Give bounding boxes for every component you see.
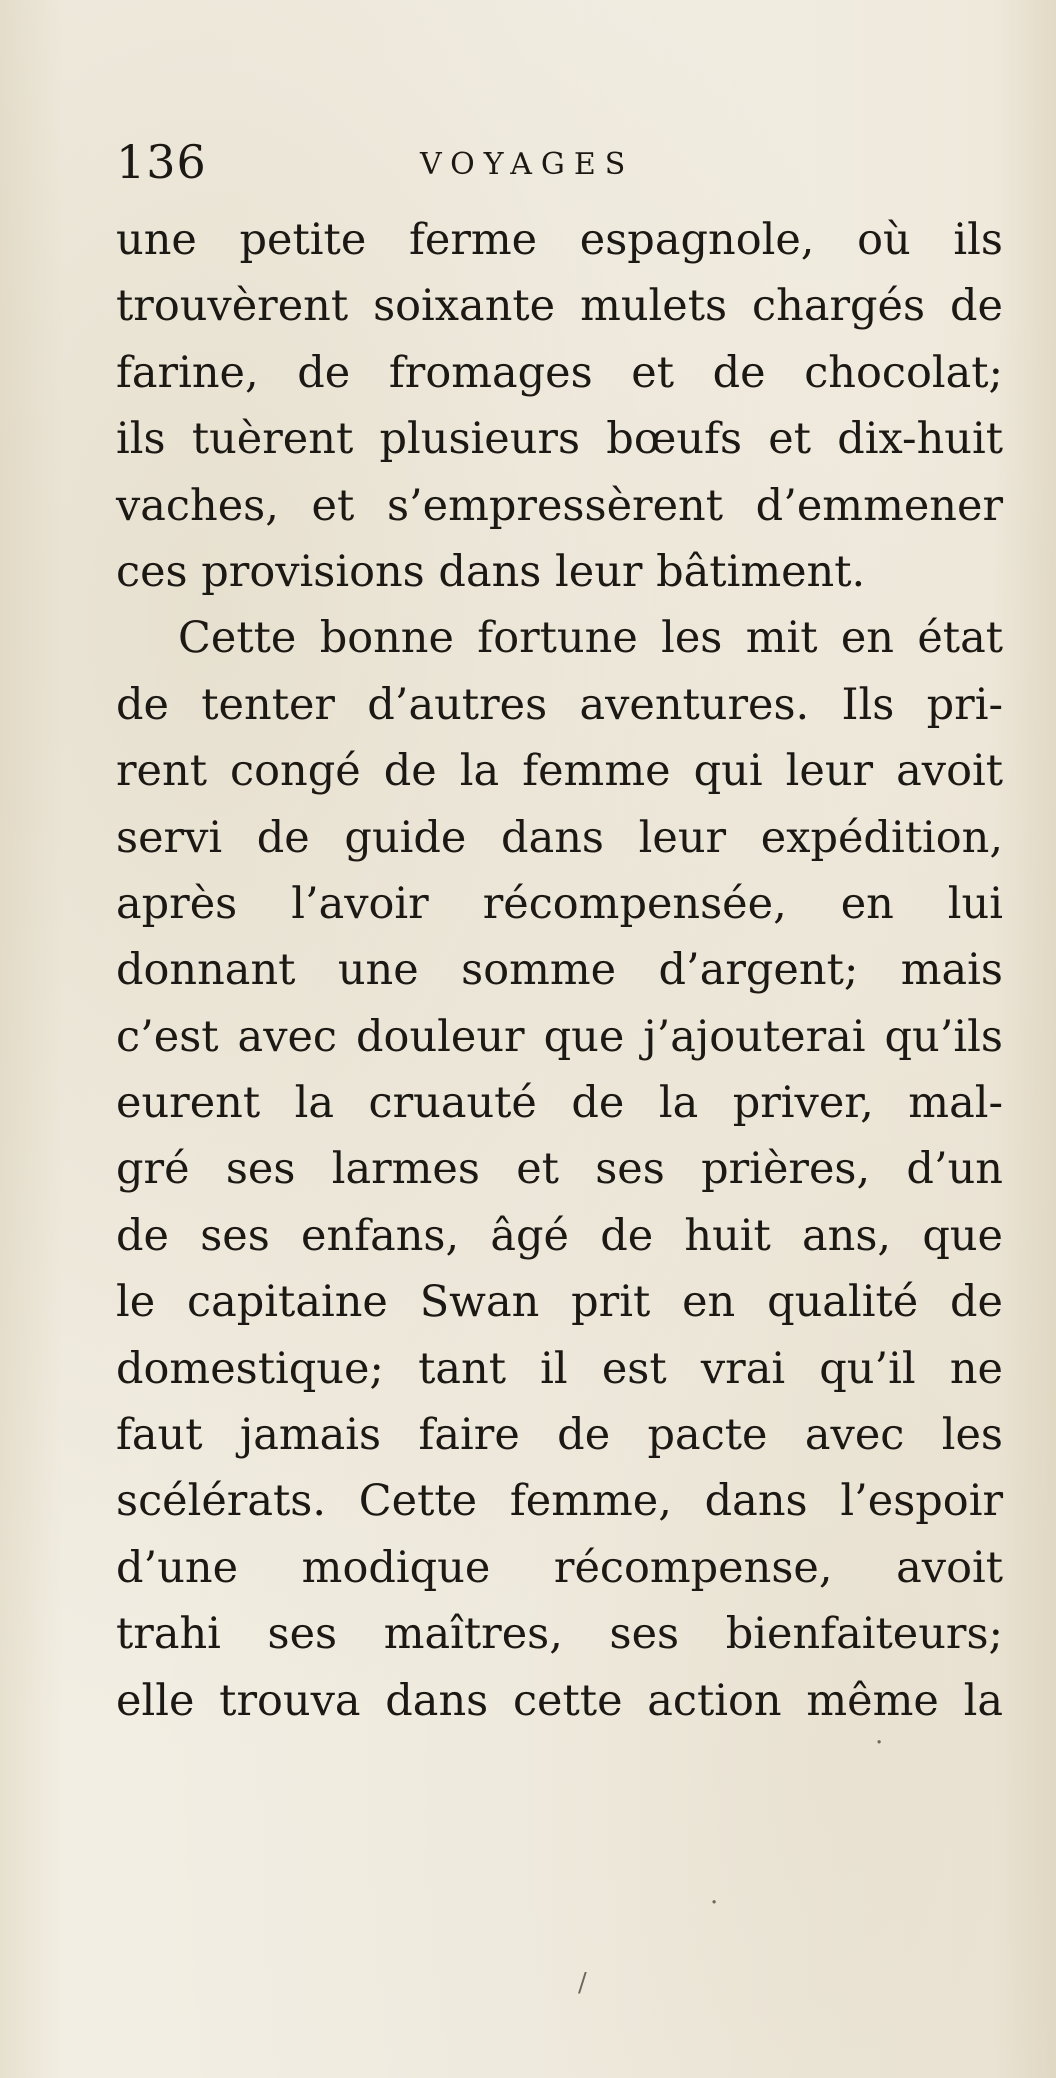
- text-line: c’est avec douleur que j’ajouterai qu’ils: [116, 1011, 1003, 1062]
- text-line: scélérats. Cette femme, dans l’espoir: [116, 1476, 1003, 1527]
- text-line: ces provisions dans leur bâtiment.: [116, 546, 866, 597]
- text-line: servi de guide dans leur expédition,: [116, 812, 1003, 863]
- text-line: de tenter d’autres aventures. Ils pri-: [116, 679, 1003, 730]
- text-line: de ses enfans, âgé de huit ans, que: [116, 1210, 1003, 1261]
- text-line: faut jamais faire de pacte avec les: [116, 1410, 1003, 1461]
- text-line: domestique; tant il est vrai qu’il ne: [116, 1343, 1003, 1394]
- text-line: farine, de fromages et de chocolat;: [116, 347, 1003, 398]
- paper-speck: ·: [875, 1728, 884, 1758]
- text-line: gré ses larmes et ses prières, d’un: [116, 1144, 1003, 1195]
- page-number: 136: [116, 135, 207, 189]
- text-line: d’une modique récompense, avoit: [116, 1542, 1003, 1593]
- running-title: VOYAGES: [420, 147, 635, 182]
- text-line: elle trouva dans cette action même la: [116, 1675, 1003, 1726]
- paper-speck: /: [578, 1968, 587, 1998]
- text-line: le capitaine Swan prit en qualité de: [116, 1277, 1003, 1328]
- text-line: rent congé de la femme qui leur avoit: [116, 746, 1003, 797]
- text-line: vaches, et s’empressèrent d’emmener: [116, 480, 1003, 531]
- text-line: une petite ferme espagnole, où ils: [116, 215, 1003, 265]
- text-line: ils tuèrent plusieurs bœufs et dix-huit: [116, 414, 1003, 465]
- text-line: donnant une somme d’argent; mais: [116, 945, 1003, 996]
- text-line: eurent la cruauté de la priver, mal-: [116, 1078, 1003, 1129]
- page-header: [116, 135, 716, 195]
- text-line: après l’avoir récompensée, en lui: [116, 878, 1003, 929]
- text-line: trouvèrent soixante mulets chargés de: [116, 281, 1003, 332]
- text-line: Cette bonne fortune les mit en état: [178, 613, 1003, 664]
- paper-speck: ·: [710, 1888, 719, 1918]
- text-line: trahi ses maîtres, ses bienfaiteurs;: [116, 1609, 1003, 1660]
- body-text: [116, 207, 1003, 1734]
